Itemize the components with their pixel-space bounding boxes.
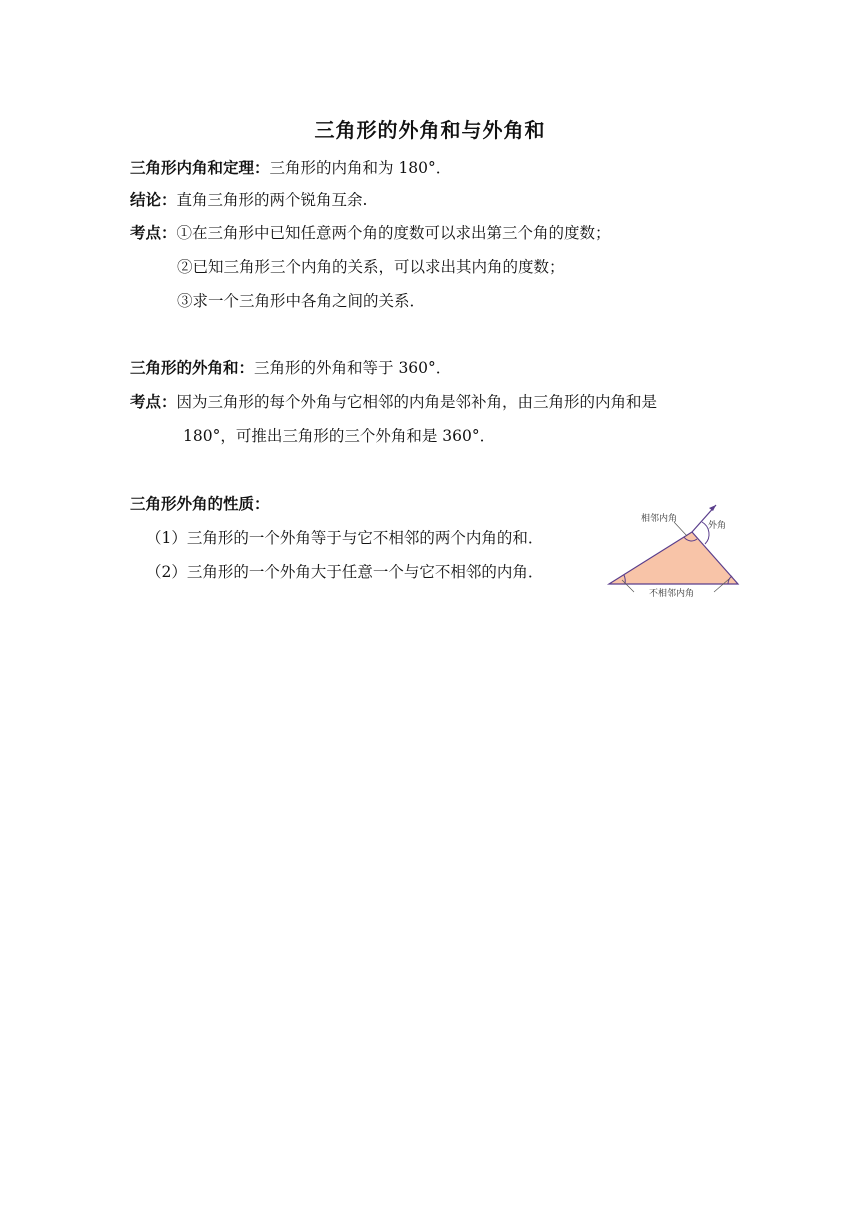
exterior-angle-sum-line: [130, 357, 451, 379]
exterior-sum-text: 三角形的外角和等于 360°．: [254, 359, 452, 377]
adjacent-interior-angle-label: 相邻内角: [641, 514, 678, 524]
conclusion-label: 结论：: [130, 191, 177, 209]
triangle-diagram: [604, 500, 754, 600]
property-2: （2）三角形的一个外角大于任意一个与它不相邻的内角．: [146, 563, 544, 581]
triangle-shape: [609, 532, 738, 584]
adjacent-label-leader: [674, 522, 687, 536]
interior-angle-theorem: [130, 157, 451, 179]
key-point-1: ①在三角形中已知任意两个角的度数可以求出第三个角的度数；: [176, 224, 611, 242]
key-points-line-1: [130, 222, 611, 244]
exterior-key-points-line-1: [130, 391, 657, 413]
exterior-angle-figure: [604, 500, 754, 600]
conclusion-text: 直角三角形的两个锐角互余.: [176, 191, 368, 209]
exterior-key-points-label: 考点：: [130, 393, 177, 411]
non-adjacent-interior-angle-label: 不相邻内角: [649, 589, 695, 599]
exterior-angle-properties-heading: [130, 493, 270, 515]
theorem-label: 三角形内角和定理：: [130, 159, 270, 177]
exterior-angle-label: 外角: [708, 521, 727, 531]
key-points-label: 考点：: [130, 224, 177, 242]
key-point-2: ②已知三角形三个内角的关系，可以求出其内角的度数；: [177, 258, 565, 276]
theorem-text: 三角形的内角和为 180°．: [269, 159, 452, 177]
exterior-key-point-line-2: 180°，可推出三角形的三个外角和是 360°．: [183, 427, 496, 445]
exterior-sum-label: 三角形的外角和：: [130, 359, 255, 377]
arrow-head-icon: [709, 505, 716, 511]
properties-label: 三角形外角的性质：: [130, 495, 270, 513]
property-1: （1）三角形的一个外角等于与它不相邻的两个内角的和．: [146, 529, 544, 547]
conclusion-line: [130, 189, 367, 211]
page-title: 三角形的外角和与外角和: [314, 118, 546, 142]
key-point-3: ③求一个三角形中各角之间的关系．: [177, 292, 426, 310]
exterior-key-point-line-1: 因为三角形的每个外角与它相邻的内角是邻补角，由三角形的内角和是: [176, 393, 658, 411]
